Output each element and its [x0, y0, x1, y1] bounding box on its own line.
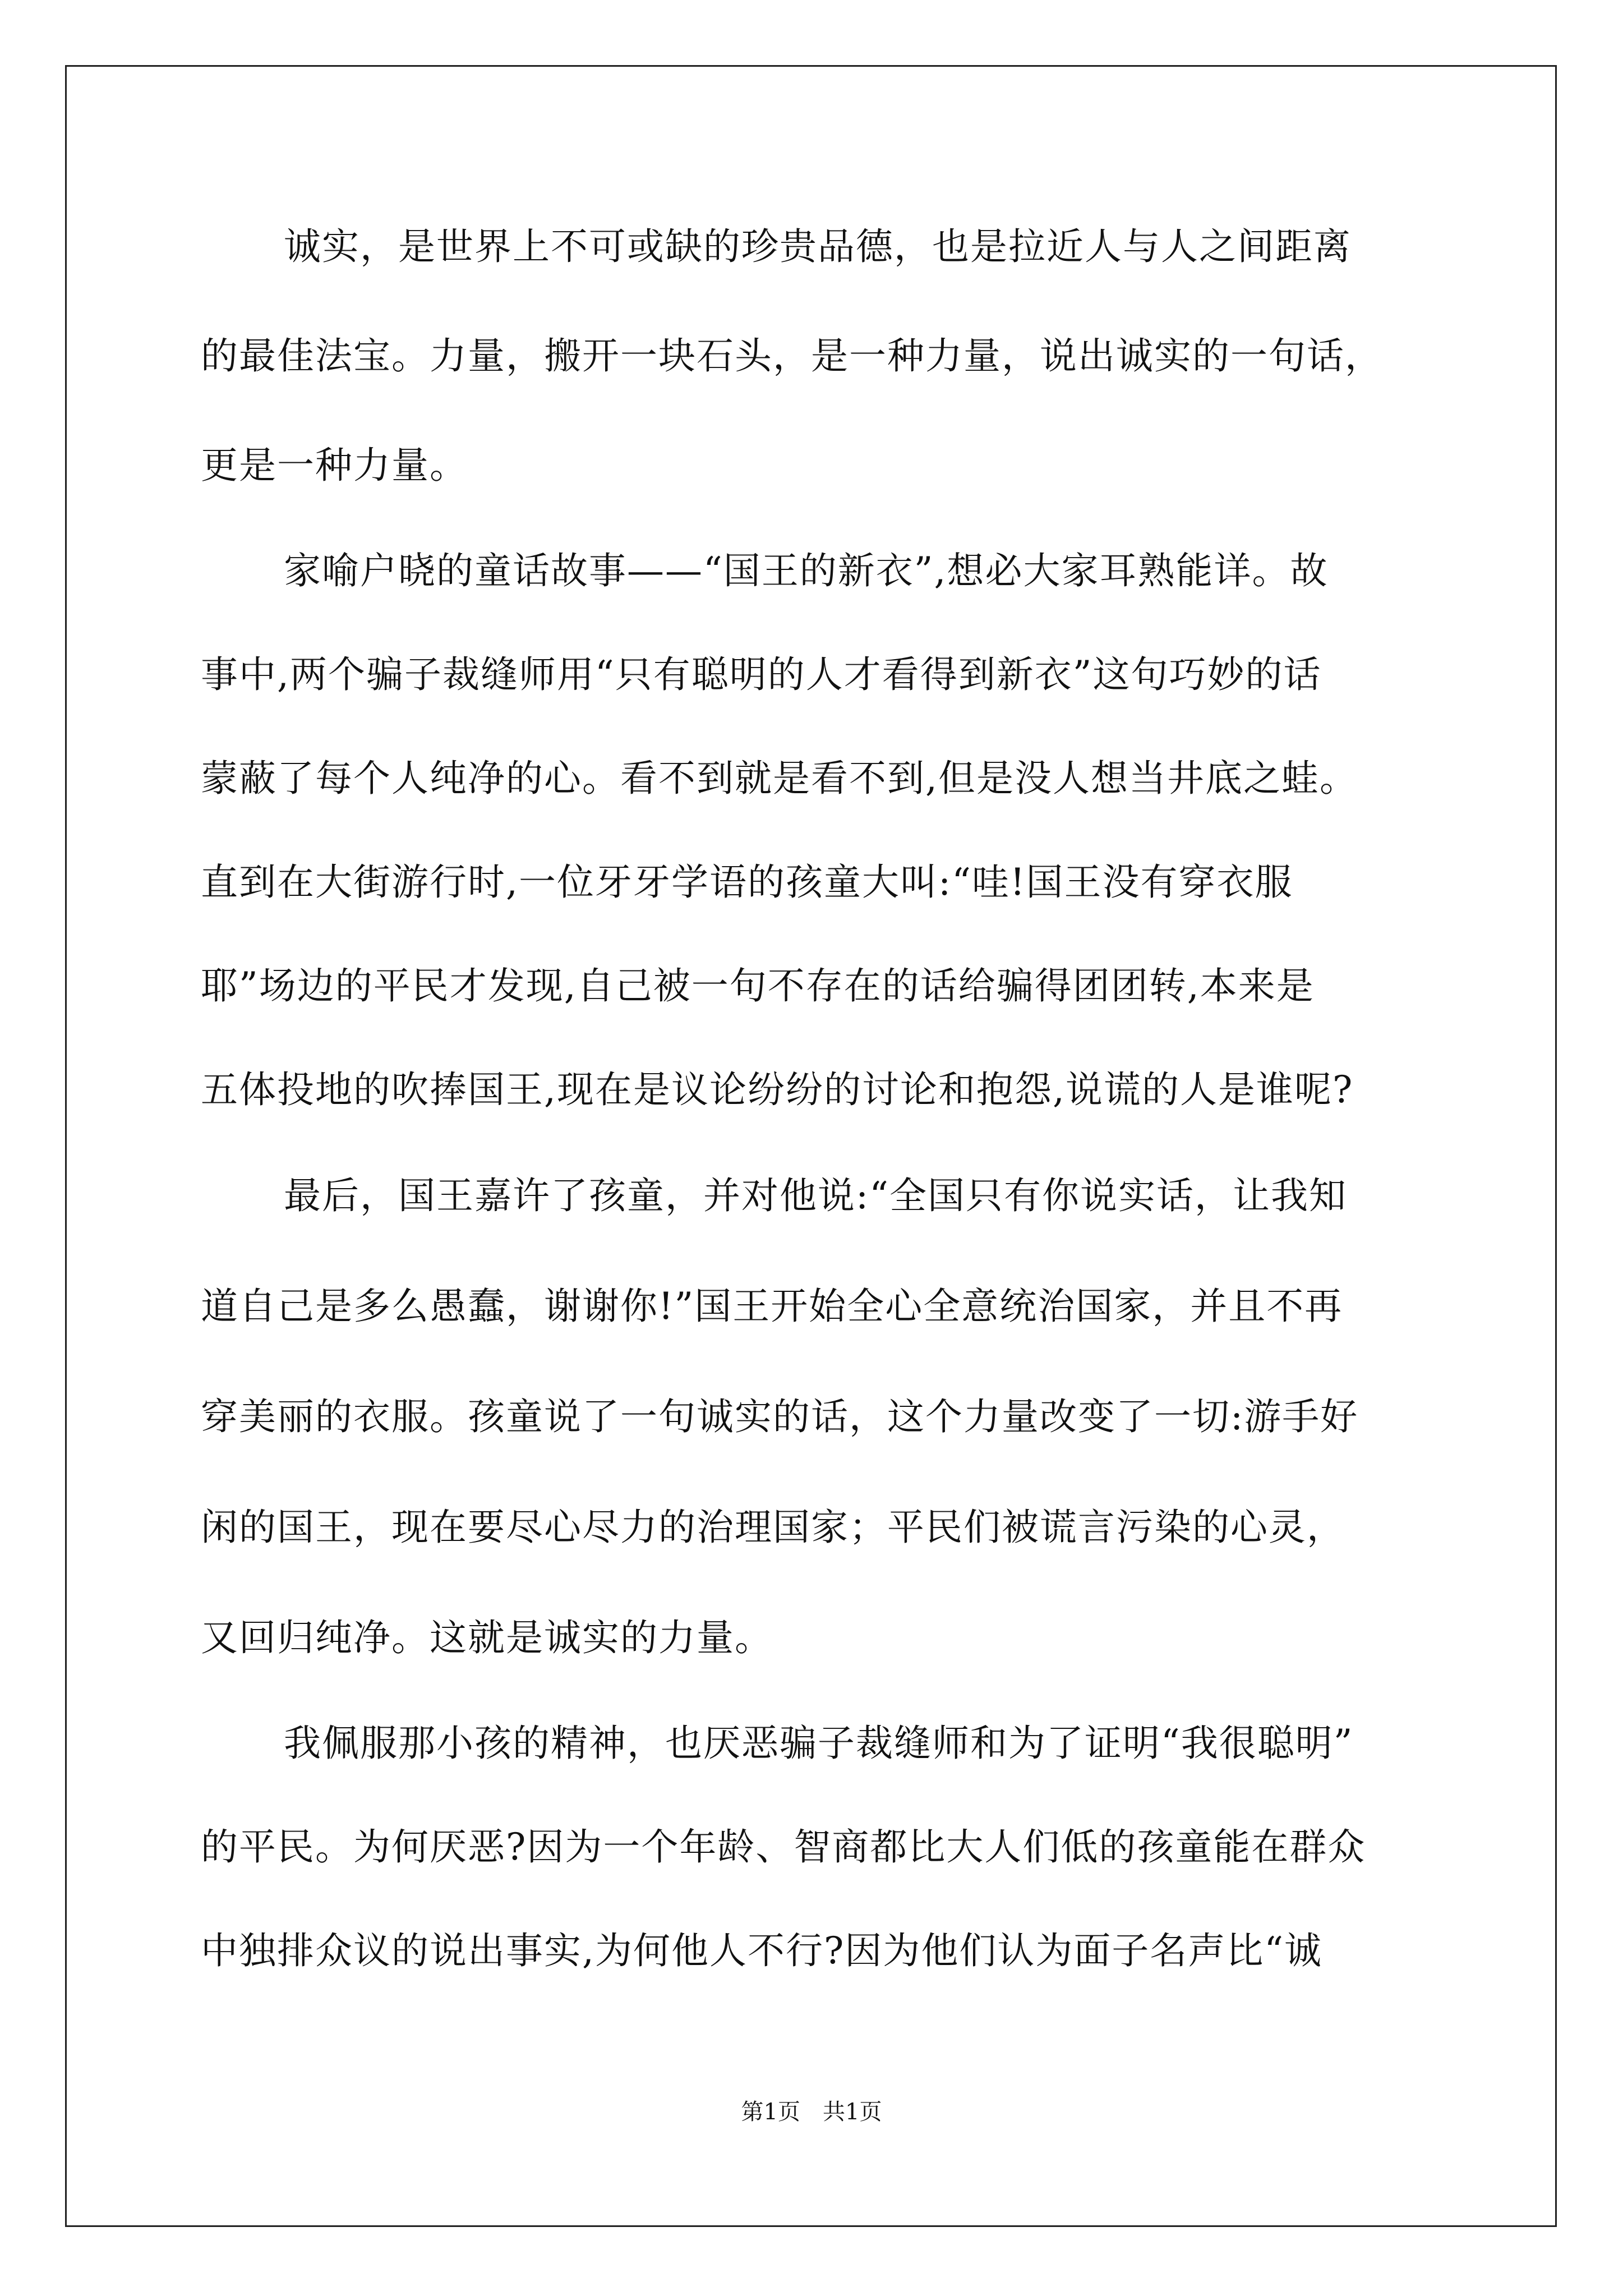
text-line: 我佩服那小孩的精神，也厌恶骗子裁缝师和为了证明“我很聪明” — [284, 1722, 1354, 1765]
text-line: 耶”场边的平民才发现,自己被一句不存在的话给骗得团团转,本来是 — [201, 964, 1315, 1007]
text-line: 更是一种力量。 — [201, 444, 468, 487]
text-line: 又回归纯净。这就是诚实的力量。 — [201, 1616, 773, 1659]
text-line: 事中,两个骗子裁缝师用“只有聪明的人才看得到新衣”这句巧妙的话 — [201, 653, 1322, 696]
text-line: 蒙蔽了每个人纯净的心。看不到就是看不到,但是没人想当井底之蛙。 — [201, 757, 1358, 800]
page-number-footer: 第1页 共1页 — [741, 2099, 882, 2125]
text-line: 闲的国王，现在要尽心尽力的治理国家；平民们被谎言污染的心灵， — [201, 1506, 1345, 1549]
text-line: 最后，国王嘉许了孩童，并对他说:“全国只有你说实话，让我知 — [284, 1174, 1347, 1217]
text-line: 中独排众议的说出事实,为何他人不行?因为他们认为面子名声比“诚 — [201, 1929, 1323, 1972]
text-line: 直到在大街游行时,一位牙牙学语的孩童大叫:“哇!国王没有穿衣服 — [201, 861, 1293, 904]
text-line: 五体投地的吹捧国王,现在是议论纷纷的讨论和抱怨,说谎的人是谁呢? — [201, 1068, 1354, 1111]
text-line: 的最佳法宝。力量，搬开一块石头，是一种力量，说出诚实的一句话， — [201, 334, 1383, 378]
text-line: 诚实，是世界上不可或缺的珍贵品德，也是拉近人与人之间距离 — [284, 225, 1352, 268]
text-line: 家喻户晓的童话故事——“国王的新衣”,想必大家耳熟能详。故 — [284, 549, 1329, 592]
text-line: 道自己是多么愚蠢，谢谢你!”国王开始全心全意统治国家，并且不再 — [201, 1285, 1343, 1328]
text-line: 穿美丽的衣服。孩童说了一句诚实的话，这个力量改变了一切:游手好 — [201, 1395, 1359, 1438]
text-line: 的平民。为何厌恶?因为一个年龄、智商都比大人们低的孩童能在群众 — [201, 1825, 1366, 1869]
page-border — [65, 65, 1557, 2227]
